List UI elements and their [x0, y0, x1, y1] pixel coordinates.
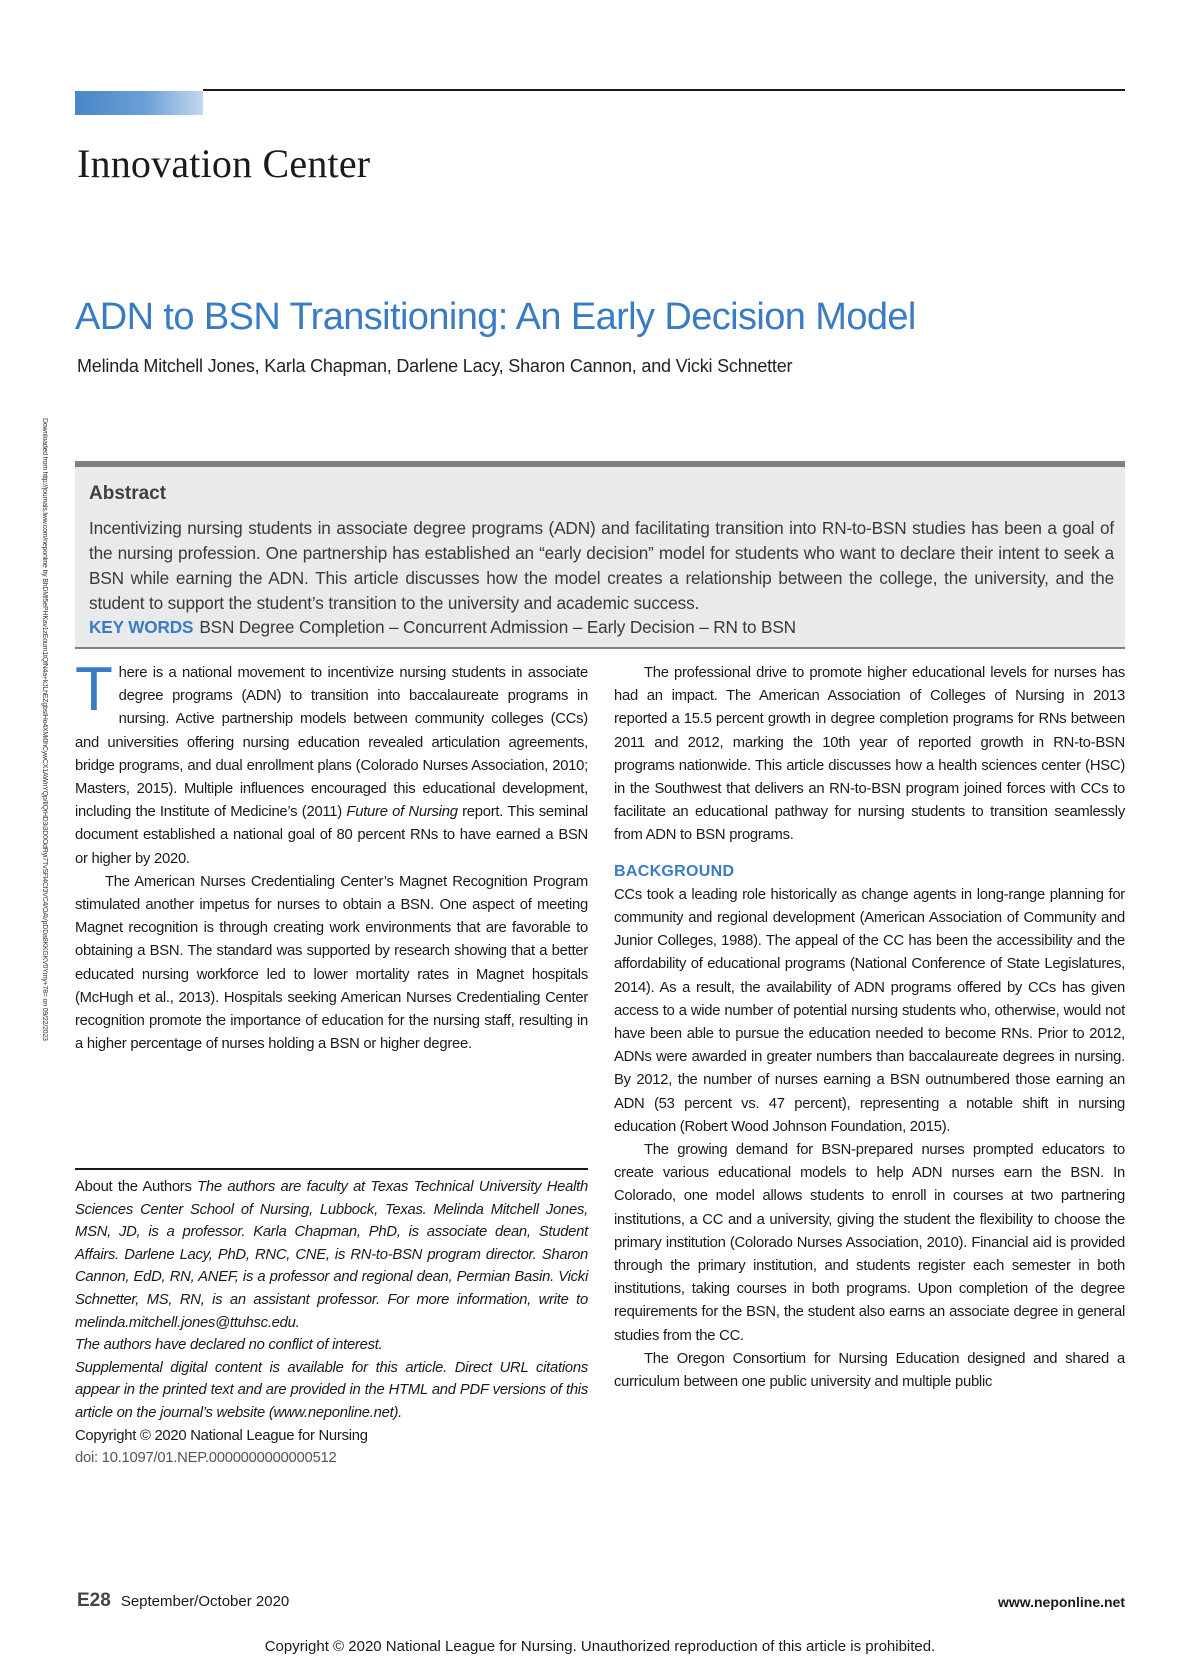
- body-paragraph: The Oregon Consortium for Nursing Education designed and shared a curriculum between one public university and multiple public: [614, 1350, 1125, 1391]
- about-authors: [75, 1176, 588, 1470]
- page-number: E28: [77, 1590, 111, 1611]
- body-left-column: [75, 655, 588, 1056]
- footer-website: www.neponline.net: [997, 1594, 1125, 1610]
- supplemental-statement: [75, 1357, 588, 1425]
- body-paragraph: The growing demand for BSN-prepared nurses prompted educators to create various educational models to help ADN nurses earn the BSN. In Colorado, one model allows students to enroll in courses at two partnering institutions, a CC and a university, giving the student the flexibility to choose the primary institution (Colorado Nurses Association, 2010). Financial aid is provided through the primary institution, and students register each semester in both institutions, taking courses in both programs. Upon completion of the degree requirements for the BSN, the student also earns an associate degree in general studies from the CC.: [614, 1142, 1125, 1344]
- keywords-line: [89, 617, 796, 638]
- article-authors: Melinda Mitchell Jones, Karla Chapman, Darlene Lacy, Sharon Cannon, and Vicki Schnetter: [77, 356, 793, 376]
- abstract-heading: Abstract: [89, 483, 167, 504]
- keywords-text: BSN Degree Completion – Concurrent Admission – Early Decision – RN to BSN: [199, 617, 796, 637]
- footer-left: [77, 1590, 289, 1612]
- body-paragraph: The professional drive to promote higher educational levels for nurses has had an impact. The American Association of Colleges of Nursing in 2013 reported a 15.5 percent growth in degree completion programs for RNs between 2011 and 2012, marking the 10th year of reported growth in RN-to-BSN programs nationwide. This article discusses how a health sciences center (HSC) in the Southwest that delivers an RN-to-BSN program joined forces with CCs to facilitate an educational pathway for nursing students to transition seamlessly from ADN to BSN programs.: [614, 665, 1125, 844]
- abstract-box: [75, 461, 1125, 649]
- header-rule: [203, 89, 1125, 91]
- section-color-bar: [75, 91, 203, 115]
- download-side-note-text: Downloaded from http://journals.lww.com/neponline by BhDMf5ePHKav1zEoum1tQfN4a+kJLhEZgbsIHo4XMi0hCywCX1AWnYQp/IlQrHD3i3D0OdRyi7TvSFl4Cf3VC4/OAVpDDa8KKGKV0Ymy+78= on 09/22/2023: [41, 418, 48, 1041]
- body-text: here is a national movement to incentivize nursing students in associate degree programs (ADN) to transition into baccalaureate programs in nursing. Active partnership models between community colleges (CCs) and universities offering nursing education revealed articulation agreements, bridge programs, and dual enrollment plans (Colorado Nurses Association, 2010; Masters, 2015). Multiple influences encouraged this educational development, including the Institute of Medicine’s (2011): [75, 665, 588, 821]
- article-title: ADN to BSN Transitioning: An Early Decision Model: [75, 296, 916, 338]
- supplemental-text: Supplemental digital content is available for this article. Direct URL citations appear in the printed text and are provided in the HTML and PDF versions of this article on the journal’s website (www.neponline.net).: [75, 1359, 588, 1421]
- copyright-statement: Copyright © 2020 National League for Nursing: [75, 1427, 368, 1444]
- section-heading-background: BACKGROUND: [614, 862, 735, 880]
- body-paragraph: [75, 655, 588, 871]
- abstract-text: Incentivizing nursing students in associate degree programs (ADN) and facilitating transition into RN-to-BSN studies has been a goal of the nursing profession. One partnership has established an “early decision” model for students who want to declare their intent to seek a BSN while earning the ADN. This article discusses how the model creates a relationship between the college, the university, and the student to support the student’s transition to the university and academic success.: [89, 518, 1114, 613]
- body-text-italic: Future of Nursing: [346, 804, 458, 821]
- section-title: Innovation Center: [77, 141, 371, 186]
- issue-date: September/October 2020: [120, 1593, 290, 1610]
- drop-cap: T: [75, 655, 113, 724]
- body-text: report. This seminal document established a national goal of 80 percent RNs to have earned a BSN or higher by 2020.: [75, 804, 588, 867]
- about-authors-paragraph: [75, 1176, 588, 1334]
- copyright-notice: Copyright © 2020 National League for Nursing. Unauthorized reproduction of this article is prohibited.: [264, 1638, 936, 1655]
- about-authors-rule: [75, 1168, 588, 1170]
- about-authors-label: About the Authors: [75, 1179, 192, 1195]
- download-side-note: [40, 418, 48, 1238]
- body-paragraph: CCs took a leading role historically as change agents in long-range planning for community and regional development (American Association of Community and Junior Colleges, 1988). The appeal of the CC has been the accessibility and the affordability of educational programs (National Conference of State Legislatures, 2014). As a result, the availability of ADN programs offered by CCs has given access to a wide number of potential nursing students who, otherwise, would not have been able to pursue the education needed to become RNs. Prior to 2012, ADNs were awarded in greater numbers than baccalaureate degrees in nursing. By 2012, the number of nurses earning a BSN outnumbered those earning an ADN (53 percent vs. 47 percent), representing a notable shift in nursing education (Robert Wood Johnson Foundation, 2015).: [614, 886, 1125, 1135]
- body-paragraph: The American Nurses Credentialing Center’s Magnet Recognition Program stimulated another impetus for nurses to obtain a BSN. One aspect of meeting Magnet recognition is through creating work environments that are favorable to obtaining a BSN. The standard was supported by research showing that a better educated nursing workforce led to lower mortality rates in Magnet hospitals (McHugh et al., 2013). Hospitals seeking American Nurses Credentialing Center recognition promote the importance of education for the nursing staff, resulting in a higher percentage of nurses holding a BSN or higher degree.: [75, 873, 588, 1053]
- conflict-statement: [75, 1334, 588, 1357]
- keywords-label: KEY WORDS: [89, 617, 194, 637]
- doi: doi: 10.1097/01.NEP.0000000000000512: [75, 1450, 337, 1467]
- conflict-text: The authors have declared no conflict of interest.: [75, 1337, 383, 1354]
- about-authors-text: The authors are faculty at Texas Technical University Health Sciences Center School of Nursing, Lubbock, Texas. Melinda Mitchell Jones, MSN, JD, is a professor. Karla Chapman, PhD, is associate dean, Student Affairs. Darlene Lacy, PhD, RNC, CNE, is RN-to-BSN program director. Sharon Cannon, EdD, RN, ANEF, is a professor and regional dean, Permian Basin. Vicki Schnetter, MS, RN, is an assistant professor. For more information, write to melinda.mitchell.jones@ttuhsc.edu.: [75, 1179, 588, 1331]
- body-right-column: [614, 662, 1125, 1394]
